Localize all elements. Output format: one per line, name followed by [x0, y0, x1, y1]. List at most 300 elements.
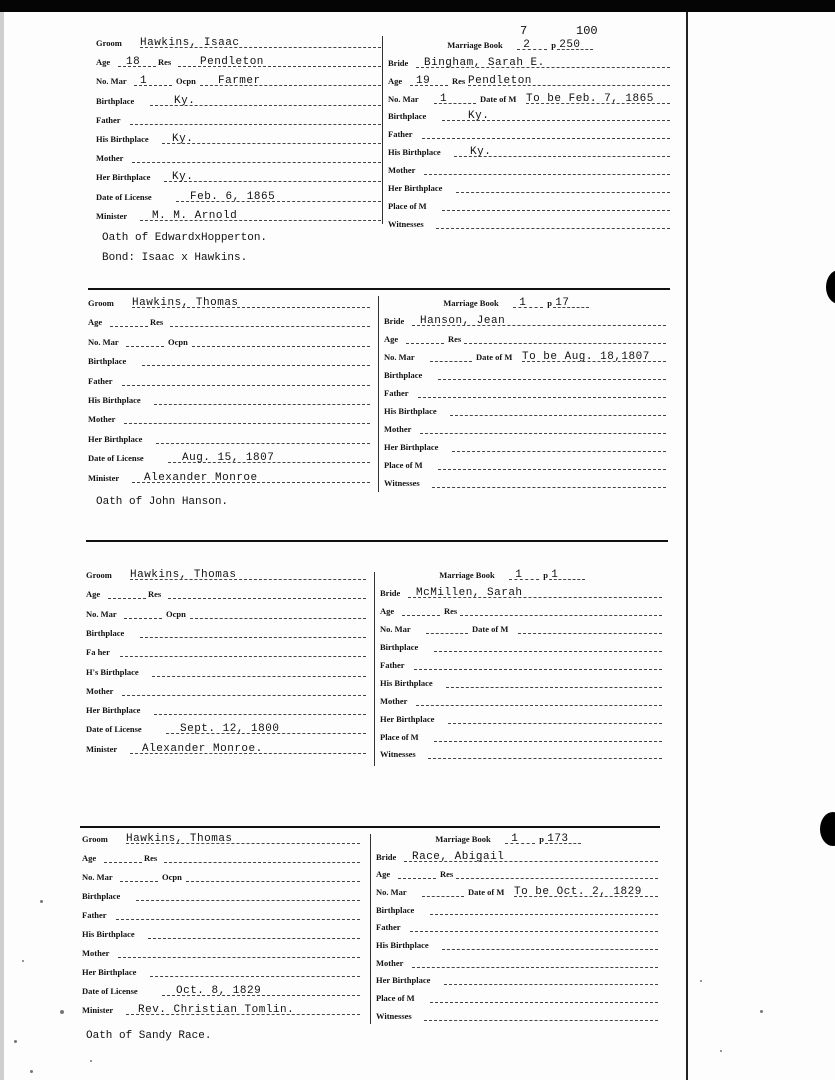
marriage-book-value: 1 — [515, 569, 523, 581]
date-of-license-row — [96, 188, 381, 204]
punch-hole — [820, 812, 835, 846]
no-mar-label: No. Mar — [82, 872, 113, 882]
res-label: Res — [440, 869, 454, 880]
column-separator — [382, 36, 383, 224]
minister-label: Minister — [86, 743, 118, 754]
witnesses-label: Witnesses — [384, 478, 420, 489]
bride-birthplace-row — [384, 366, 666, 382]
fill-line — [130, 124, 381, 125]
scan-left-edge — [0, 12, 4, 1080]
place-of-m-label: Place of M — [380, 731, 419, 742]
dateofm-label: Date of M — [472, 623, 509, 634]
scan-speck — [22, 960, 24, 962]
minister-value: Rev. Christian Tomlin. — [138, 1004, 295, 1016]
fill-line — [402, 615, 440, 616]
fill-line — [126, 346, 164, 347]
place-of-m-row — [380, 728, 662, 744]
place-of-m-label: Place of M — [376, 993, 415, 1004]
ocpn-label: Ocpn — [176, 76, 196, 87]
date-of-license-label: Date of License — [82, 986, 138, 996]
bride-age-value: 19 — [416, 74, 431, 87]
date-of-license-row — [82, 982, 360, 998]
her-birthplace-value: Ky. — [172, 171, 194, 184]
fill-line — [162, 143, 381, 144]
groom-row — [86, 566, 366, 582]
father-row — [82, 906, 360, 922]
res-label: Res — [148, 589, 162, 600]
age-row — [96, 53, 381, 69]
date-of-m-value: To be Aug. 18,1807 — [522, 351, 650, 364]
bride-his-birthplace-label: His Birthplace — [376, 940, 429, 951]
witnesses-row — [388, 215, 670, 231]
mother-row — [96, 149, 381, 165]
bride-mother-label: Mother — [380, 695, 408, 706]
res-label: Res — [150, 317, 164, 328]
marriage-book-value: 1 — [519, 297, 527, 309]
father-row — [86, 643, 366, 659]
fill-line — [448, 723, 662, 724]
date-of-license-row — [88, 449, 370, 465]
fill-line — [170, 326, 370, 327]
witnesses-row — [376, 1007, 658, 1023]
marriage-book-row — [376, 830, 658, 846]
place-of-m-row — [384, 456, 666, 472]
her-birthplace-row — [86, 701, 366, 717]
father-label: Father — [96, 114, 121, 125]
mother-row — [82, 944, 360, 960]
bride-age-label: Age — [380, 605, 395, 616]
fill-line — [120, 656, 366, 657]
age-row — [82, 849, 360, 865]
birthplace-label: Birthplace — [86, 627, 125, 638]
minister-value: M. M. Arnold — [152, 209, 238, 222]
bride-mother-label: Mother — [376, 957, 404, 968]
fill-line — [456, 192, 670, 193]
ocpn-label: Ocpn — [166, 608, 186, 619]
fill-line — [104, 862, 142, 863]
fill-line — [444, 984, 658, 985]
fill-line — [190, 618, 366, 619]
fill-line — [434, 651, 662, 652]
no-mar-row — [82, 868, 360, 884]
no-mar-row — [96, 72, 381, 88]
fill-line — [452, 451, 666, 452]
bride-mother-label: Mother — [388, 164, 416, 175]
marriage-book-label: Marriage Book — [435, 834, 491, 844]
page-right-edge — [686, 12, 688, 1080]
bride-age-label: Age — [376, 869, 391, 880]
fill-line — [124, 423, 370, 424]
bride-no-mar-row — [388, 90, 670, 106]
father-row — [96, 111, 381, 127]
fill-line — [460, 615, 662, 616]
date-of-license-row — [86, 720, 366, 736]
mother-label: Mother — [82, 948, 110, 958]
bride-age-row — [380, 602, 662, 618]
place-of-m-label: Place of M — [384, 460, 423, 471]
fill-line — [132, 162, 381, 163]
fill-line — [505, 843, 535, 844]
bride-age-label: Age — [384, 334, 399, 345]
fill-line — [148, 938, 360, 939]
page-label: p — [543, 570, 548, 580]
witnesses-row — [384, 474, 666, 490]
his-birthplace-label: His Birthplace — [88, 395, 141, 405]
groom-label: Groom — [86, 570, 112, 580]
bride-his-birthplace-label: His Birthplace — [380, 677, 433, 688]
groom-label: Groom — [88, 298, 114, 308]
fill-line — [410, 931, 658, 932]
age-label: Age — [86, 589, 101, 600]
birthplace-label: Birthplace — [88, 356, 127, 367]
dateofm-label: Date of M — [476, 352, 513, 363]
bride-label: Bride — [384, 316, 405, 327]
fill-line — [154, 404, 370, 405]
punch-hole — [826, 270, 835, 304]
scan-speck — [700, 980, 702, 982]
scan-speck — [30, 1070, 33, 1073]
fill-line — [442, 949, 658, 950]
bride-row — [384, 312, 666, 328]
bride-row — [380, 584, 662, 600]
fill-line — [420, 433, 666, 434]
age-row — [86, 585, 366, 601]
groom-row — [82, 830, 360, 846]
fill-line — [116, 919, 360, 920]
marriage-book-value: 1 — [511, 833, 519, 845]
fill-line — [518, 633, 662, 634]
his-birthplace-label: His Birthplace — [96, 134, 149, 144]
fill-line — [168, 598, 366, 599]
bride-value: Bingham, Sarah E. — [424, 56, 545, 69]
bride-his-birthplace-row — [384, 402, 666, 418]
witnesses-label: Witnesses — [380, 749, 416, 760]
bride-mother-row — [388, 161, 670, 177]
birthplace-label: Birthplace — [82, 891, 121, 901]
fill-line — [192, 346, 370, 347]
record-divider — [80, 826, 660, 828]
date-of-license-value: Oct. 8, 1829 — [176, 985, 262, 997]
fill-line — [140, 637, 366, 638]
bride-his-birthplace-label: His Birthplace — [384, 406, 437, 417]
birthplace-row — [96, 92, 381, 108]
fill-line — [122, 695, 366, 696]
no-mar-row — [86, 605, 366, 621]
fill-line — [418, 397, 666, 398]
bride-mother-label: Mother — [384, 424, 412, 435]
dateofm-label: Date of M — [480, 93, 517, 104]
fill-line — [108, 598, 146, 599]
bride-father-row — [376, 918, 658, 934]
marriage-book-value: 2 — [523, 39, 531, 51]
bride-his-birthplace-value: Ky. — [470, 146, 492, 159]
res-value: Pendleton — [200, 56, 264, 69]
bride-father-row — [388, 125, 670, 141]
fill-line — [154, 714, 366, 715]
fill-line — [432, 487, 666, 488]
bride-value: McMillen, Sarah — [416, 586, 523, 599]
bride-no-mar-value: 1 — [440, 92, 448, 105]
bride-his-birthplace-row — [376, 936, 658, 952]
res-label: Res — [452, 75, 466, 86]
her-birthplace-row — [96, 168, 381, 184]
groom-value: Hawkins, Thomas — [132, 297, 239, 309]
no-mar-label: No. Mar — [86, 608, 117, 619]
bride-label: Bride — [380, 587, 401, 598]
place-of-m-row — [388, 197, 670, 213]
fill-line — [422, 138, 670, 139]
fill-line — [428, 758, 662, 759]
bride-his-birthplace-row — [380, 674, 662, 690]
fill-line — [464, 343, 666, 344]
bride-row — [388, 54, 670, 70]
bride-mother-row — [384, 420, 666, 436]
date-of-m-value: To be Feb. 7, 1865 — [526, 92, 654, 105]
res-label: Res — [444, 605, 458, 616]
father-label: Father — [88, 375, 113, 386]
fill-line — [422, 896, 464, 897]
bride-age-row — [384, 330, 666, 346]
fill-line — [152, 676, 366, 677]
bride-father-label: Father — [388, 129, 413, 140]
father-row — [88, 372, 370, 388]
fill-line — [430, 1002, 658, 1003]
bond-note: Bond: Isaac x Hawkins. — [102, 252, 248, 264]
column-separator — [370, 834, 371, 1024]
bride-no-mar-row — [384, 348, 666, 364]
mother-row — [86, 682, 366, 698]
date-of-license-label: Date of License — [96, 191, 152, 202]
bride-label: Bride — [376, 851, 397, 862]
fill-line — [186, 881, 360, 882]
scan-speck — [60, 1010, 64, 1014]
bride-label: Bride — [388, 57, 409, 68]
bride-birthplace-label: Birthplace — [384, 370, 423, 381]
bride-her-birthplace-label: Her Birthplace — [380, 713, 435, 724]
bride-birthplace-label: Birthplace — [380, 641, 419, 652]
date-of-license-value: Sept. 12, 1800 — [180, 723, 280, 736]
minister-value: Alexander Monroe. — [142, 742, 263, 755]
age-row — [88, 313, 370, 329]
oath-note: Oath of EdwardxHopperton. — [102, 232, 268, 244]
page-label: p — [539, 834, 544, 844]
bride-his-birthplace-row — [388, 143, 670, 159]
bride-mother-row — [380, 692, 662, 708]
bride-birthplace-row — [388, 107, 670, 123]
bride-her-birthplace-row — [380, 710, 662, 726]
bride-her-birthplace-label: Her Birthplace — [376, 975, 431, 986]
bride-birthplace-label: Birthplace — [376, 904, 415, 915]
minister-value: Alexander Monroe — [144, 471, 258, 484]
birthplace-row — [88, 352, 370, 368]
fill-line — [426, 633, 468, 634]
fill-line — [430, 361, 472, 362]
column-separator — [378, 296, 379, 492]
father-label: Fa her — [86, 647, 110, 658]
his-birthplace-label: H's Birthplace — [86, 666, 139, 677]
fill-line — [430, 914, 658, 915]
bride-no-mar-label: No. Mar — [384, 352, 415, 363]
fill-line — [517, 49, 547, 50]
birthplace-row — [82, 887, 360, 903]
bride-father-label: Father — [384, 388, 409, 399]
page-label: p — [547, 298, 552, 308]
minister-row — [96, 207, 381, 223]
record-divider — [86, 540, 668, 542]
mother-label: Mother — [96, 153, 124, 164]
page-value: 250 — [559, 39, 581, 51]
marriage-book-row — [384, 294, 666, 310]
age-label: Age — [96, 57, 111, 68]
her-birthplace-row — [82, 963, 360, 979]
bride-no-mar-label: No. Mar — [388, 93, 419, 104]
fill-line — [434, 741, 662, 742]
minister-label: Minister — [82, 1005, 114, 1015]
bride-no-mar-label: No. Mar — [376, 887, 407, 897]
fill-line — [124, 618, 162, 619]
bride-no-mar-row — [380, 620, 662, 636]
ocpn-label: Ocpn — [168, 336, 188, 347]
bride-birthplace-label: Birthplace — [388, 111, 427, 122]
fill-line — [110, 326, 148, 327]
marriage-book-row — [388, 36, 670, 52]
date-of-license-label: Date of License — [88, 453, 144, 464]
date-of-license-value: Aug. 15, 1807 — [182, 452, 275, 465]
bride-her-birthplace-label: Her Birthplace — [388, 182, 443, 193]
age-label: Age — [82, 853, 97, 863]
scan-speck — [40, 900, 43, 903]
birthplace-value: Ky. — [174, 94, 196, 107]
bride-no-mar-label: No. Mar — [380, 623, 411, 634]
bride-her-birthplace-row — [388, 179, 670, 195]
record-divider — [88, 288, 670, 290]
bride-birthplace-row — [380, 638, 662, 654]
mother-row — [88, 410, 370, 426]
fill-line — [412, 967, 658, 968]
no-mar-label: No. Mar — [96, 76, 127, 87]
age-label: Age — [88, 317, 103, 328]
bride-birthplace-value: Ky. — [468, 110, 490, 123]
minister-label: Minister — [96, 210, 128, 221]
fill-line — [513, 307, 543, 308]
scan-top-border — [0, 0, 835, 12]
scan-speck — [14, 1040, 17, 1043]
witnesses-label: Witnesses — [376, 1010, 412, 1021]
marriage-book-label: Marriage Book — [439, 570, 495, 580]
groom-row — [96, 34, 381, 50]
ocpn-label: Ocpn — [162, 872, 182, 882]
res-label: Res — [144, 853, 158, 863]
her-birthplace-label: Her Birthplace — [86, 705, 141, 716]
page-label: p — [551, 40, 556, 50]
bride-age-row — [388, 72, 670, 88]
place-of-m-label: Place of M — [388, 200, 427, 211]
his-birthplace-row — [86, 663, 366, 679]
fill-line — [436, 228, 670, 229]
scan-speck — [90, 1060, 92, 1062]
mother-label: Mother — [86, 685, 114, 696]
fill-line — [164, 862, 360, 863]
fill-line — [446, 687, 662, 688]
his-birthplace-row — [82, 925, 360, 941]
bride-res-value: Pendleton — [468, 74, 532, 87]
groom-value: Hawkins, Thomas — [126, 833, 233, 845]
res-label: Res — [158, 57, 172, 68]
fill-line — [398, 878, 436, 879]
no-mar-label: No. Mar — [88, 336, 119, 347]
birthplace-label: Birthplace — [96, 95, 135, 106]
fill-line — [438, 469, 666, 470]
witnesses-row — [380, 745, 662, 761]
birthplace-row — [86, 624, 366, 640]
marriage-book-label: Marriage Book — [447, 40, 503, 50]
marriage-book-label: Marriage Book — [443, 298, 499, 308]
bride-her-birthplace-label: Her Birthplace — [384, 442, 439, 453]
fill-line — [118, 957, 360, 958]
place-of-m-row — [376, 989, 658, 1005]
groom-value: Hawkins, Isaac — [140, 37, 240, 49]
fill-line — [156, 443, 370, 444]
page-value: 17 — [555, 297, 570, 309]
groom-label: Groom — [82, 834, 108, 844]
fill-line — [414, 669, 662, 670]
bride-age-row — [376, 865, 658, 881]
date-of-license-value: Feb. 6, 1865 — [190, 190, 276, 203]
bride-father-row — [380, 656, 662, 672]
bride-value: Hanson, Jean — [420, 315, 506, 328]
fill-line — [450, 415, 666, 416]
bride-age-label: Age — [388, 75, 403, 86]
res-label: Res — [448, 334, 462, 345]
date-of-m-value: To be Oct. 2, 1829 — [514, 886, 642, 898]
bride-father-row — [384, 384, 666, 400]
fill-line — [424, 1020, 658, 1021]
minister-row — [86, 740, 366, 756]
mother-label: Mother — [88, 414, 116, 425]
his-birthplace-label: His Birthplace — [82, 929, 135, 939]
minister-row — [82, 1001, 360, 1017]
fill-line — [120, 881, 158, 882]
fill-line — [142, 365, 370, 366]
witnesses-label: Witnesses — [388, 218, 424, 229]
bride-no-mar-row — [376, 883, 658, 899]
bride-row — [376, 848, 658, 864]
her-birthplace-row — [88, 430, 370, 446]
page-number-right: 100 — [576, 24, 598, 38]
fill-line — [456, 878, 658, 879]
fill-line — [442, 210, 670, 211]
date-of-license-label: Date of License — [86, 724, 142, 735]
ocpn-value: Farmer — [218, 75, 261, 88]
bride-birthplace-row — [376, 901, 658, 917]
bride-father-label: Father — [376, 922, 401, 933]
bride-his-birthplace-label: His Birthplace — [388, 147, 441, 158]
his-birthplace-row — [96, 130, 381, 146]
page-value: 173 — [547, 833, 569, 845]
groom-row — [88, 294, 370, 310]
oath-note: Oath of Sandy Race. — [86, 1030, 212, 1042]
no-mar-value: 1 — [140, 75, 148, 88]
bride-her-birthplace-row — [376, 971, 658, 987]
fill-line — [150, 976, 360, 977]
fill-line — [438, 379, 666, 380]
page-number-left: 7 — [520, 24, 528, 38]
dateofm-label: Date of M — [468, 887, 505, 897]
scan-speck — [720, 1050, 722, 1052]
bride-mother-row — [376, 954, 658, 970]
fill-line — [122, 385, 370, 386]
his-birthplace-value: Ky. — [172, 133, 194, 145]
